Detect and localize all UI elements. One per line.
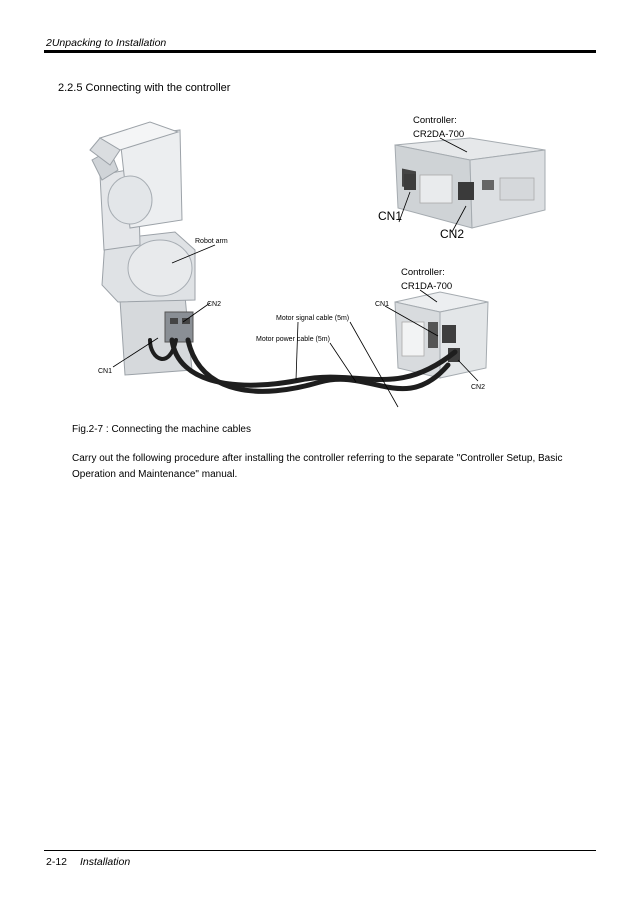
label-robot-cn1: CN1	[98, 368, 113, 375]
running-header: 2Unpacking to Installation	[46, 37, 167, 49]
figure-caption: Fig.2-7 : Connecting the machine cables	[72, 424, 251, 435]
figure-connecting-cables	[0, 0, 638, 420]
controller-cr1da-image	[395, 292, 488, 378]
label-robot-arm: Robot arm	[195, 238, 228, 245]
page-number: 2-12	[46, 856, 68, 868]
body-paragraph: Carry out the following procedure after installing the controller referring to the separate "Controller Setup, Basic Operation and Maintenance" manual.	[72, 453, 563, 480]
label-motor-power-cable: Motor power cable (5m)	[256, 336, 330, 343]
label-controller-cn1: CN1	[375, 301, 390, 308]
label-controller-top-line1: Controller:	[413, 115, 457, 126]
label-controller-bottom-line2: CR1DA-700	[401, 281, 453, 292]
label-cn1-large: CN1	[378, 209, 403, 223]
label-controller-top-line2: CR2DA-700	[413, 129, 465, 140]
label-controller-bottom-line1: Controller:	[401, 267, 445, 278]
footer-title: Installation	[80, 856, 131, 868]
label-cn2-large: CN2	[440, 227, 465, 241]
footer-rule	[44, 850, 596, 851]
label-controller-cn2: CN2	[471, 384, 486, 391]
controller-cr2da-image	[395, 138, 545, 228]
label-robot-cn2: CN2	[207, 301, 222, 308]
robot-arm-image	[90, 122, 195, 375]
section-title: 2.2.5 Connecting with the controller	[58, 82, 231, 94]
label-motor-signal-cable: Motor signal cable (5m)	[276, 315, 350, 322]
